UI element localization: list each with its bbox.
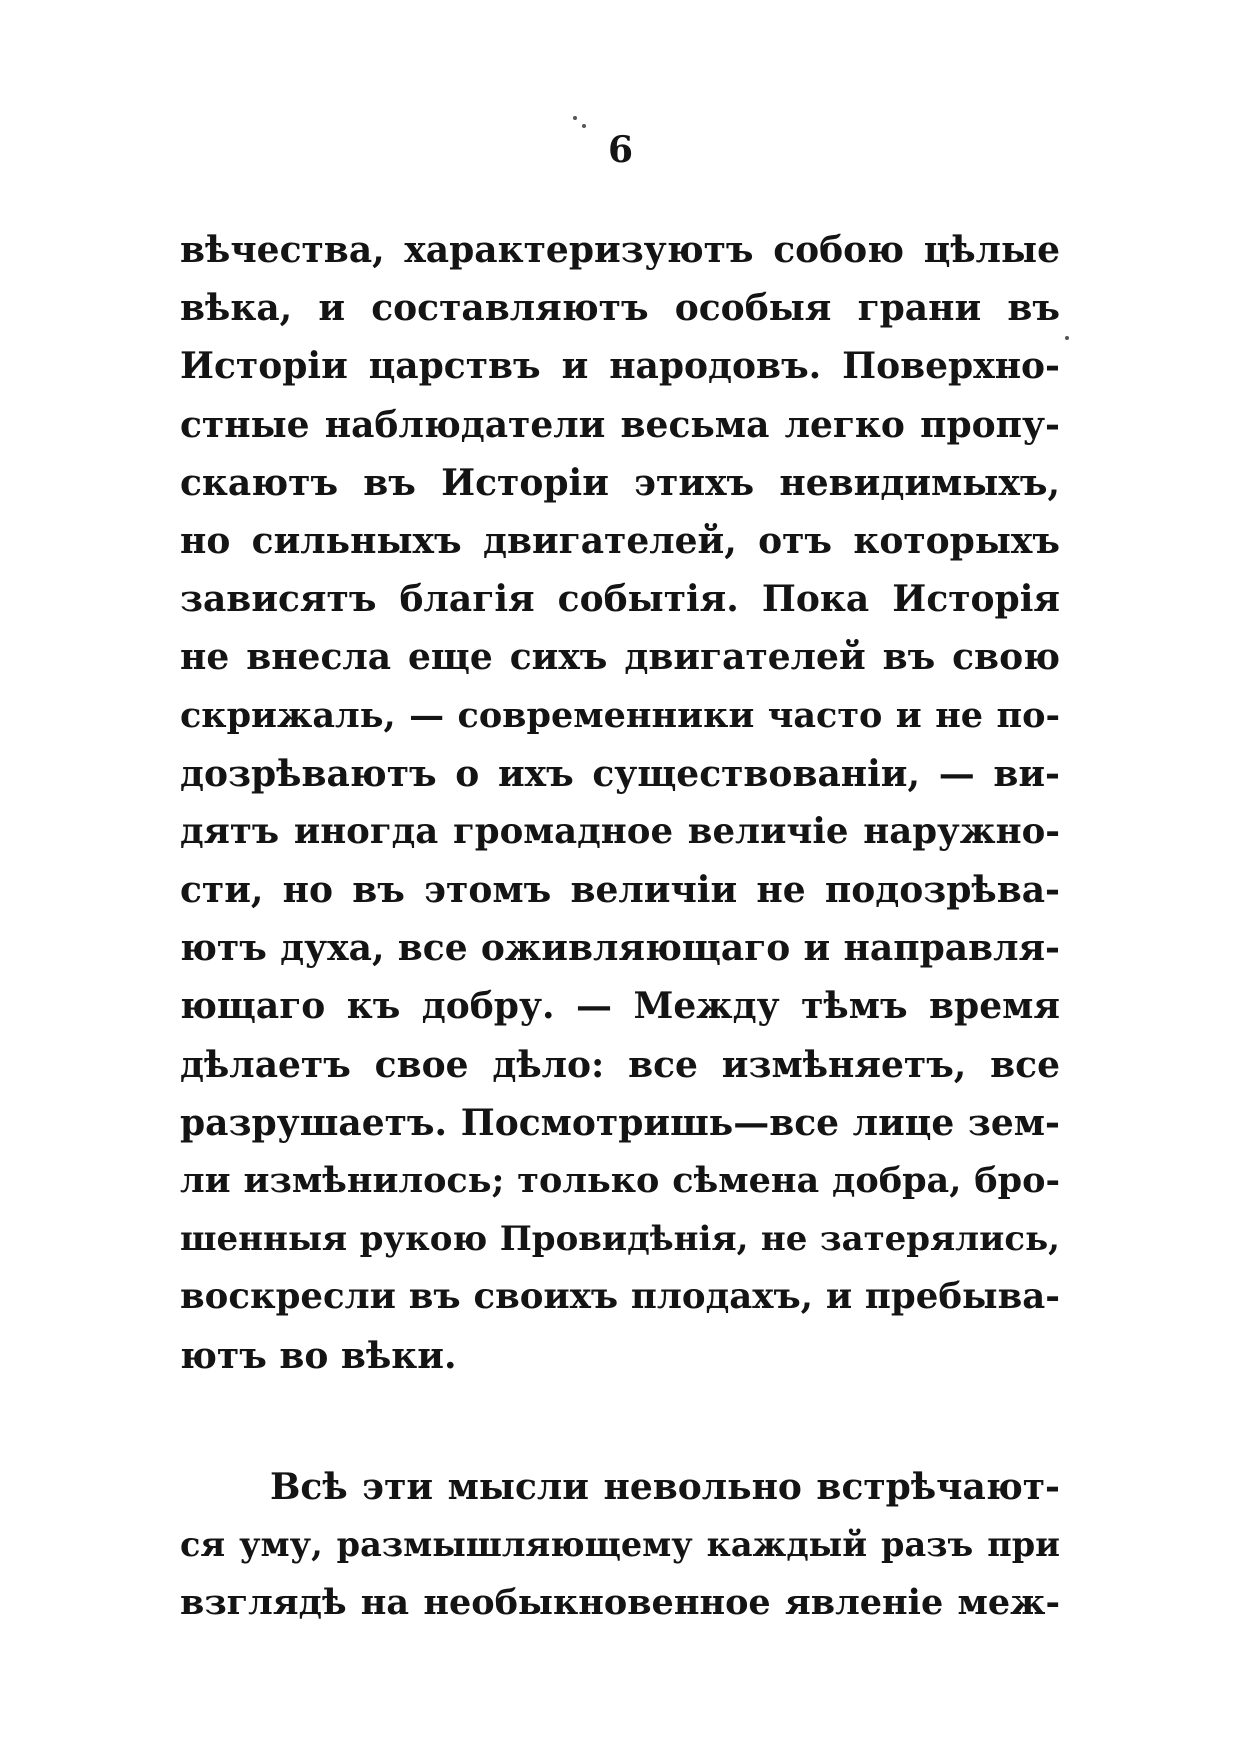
text-line: воскресли въ своихъ плодахъ, и пребыва-	[180, 1276, 1060, 1318]
text-line: ся уму, размышляющему каждый разъ при	[180, 1525, 1060, 1565]
text-line: дѣлаетъ свое дѣло: все измѣняетъ, все	[180, 1043, 1060, 1086]
text-line: зависятъ благія событія. Пока Исторія	[180, 578, 1060, 621]
text-line: ютъ во вѣки.	[180, 1334, 457, 1377]
print-speck	[573, 116, 577, 120]
text-line: ющаго къ добру. — Между тѣмъ время	[180, 985, 1060, 1028]
text-line: вѣчества, характеризуютъ собою цѣлые	[180, 229, 1060, 271]
print-speck	[582, 124, 586, 128]
paragraph-2	[180, 1458, 1060, 1633]
paragraph-1	[180, 221, 1060, 1385]
print-speck	[1065, 336, 1069, 340]
text-line: сти, но въ этомъ величіи не подозрѣва-	[180, 869, 1060, 912]
text-line: скаютъ въ Исторіи этихъ невидимыхъ,	[180, 461, 1060, 504]
text-line: дозрѣваютъ о ихъ существованіи, — ви-	[180, 752, 1060, 795]
text-line: но сильныхъ двигателей, отъ которыхъ	[180, 519, 1060, 562]
page-number: 6	[607, 129, 634, 171]
text-line: взглядѣ на необыкновенное явленіе меж-	[180, 1582, 1060, 1624]
text-line: ли измѣнилось; только сѣмена добра, бро-	[180, 1160, 1060, 1201]
text-line: ютъ духа, все оживляющаго и направля-	[180, 927, 1060, 970]
text-line: шенныя рукою Провидѣнія, не затерялись,	[180, 1219, 1060, 1260]
text-line: Исторіи царствъ и народовъ. Поверхно-	[180, 345, 1060, 388]
text-line: разрушаетъ. Посмотришь—все лице зем-	[180, 1101, 1060, 1144]
text-line: не внесла еще сихъ двигателей въ свою	[180, 636, 1060, 679]
text-line: скрижаль, — современники часто и не по-	[180, 694, 1060, 736]
text-line: дятъ иногда громадное величіе наружно-	[180, 810, 1060, 852]
text-line: стные наблюдатели весьма легко пропу-	[180, 403, 1060, 446]
text-line: Всѣ эти мысли невольно встрѣчают-	[270, 1466, 1060, 1508]
text-line: вѣка, и составляютъ особыя грани въ	[180, 287, 1060, 330]
